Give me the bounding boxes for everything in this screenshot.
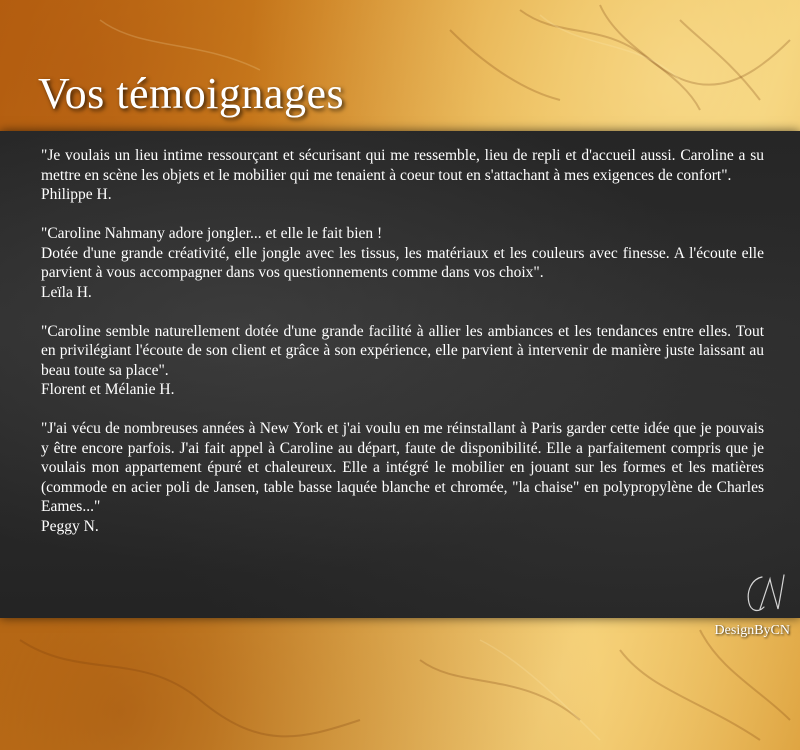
testimonial-author: Florent et Mélanie H.: [41, 381, 175, 398]
testimonial-item: [41, 419, 764, 536]
testimonial-quote: "Je voulais un lieu intime ressourçant et sécurisant qui me ressemble, lieu de repli et d'accueil aussi. Caroline a su mettre en scène les objets et le mobilier qui me tenaient à coeur tout en s'attachant à mes exigences de confort".: [41, 147, 764, 184]
page-header: [0, 0, 800, 130]
testimonial-author: Philippe H.: [41, 186, 112, 203]
testimonial-item: [41, 224, 764, 302]
testimonial-quote-line: Dotée d'une grande créativité, elle jongle avec les tissus, les matériaux et les couleurs avec finesse. A l'écoute elle parvient à vous accompagner dans vos questionnements comme dans vos choix".: [41, 244, 764, 281]
brand-signature: DesignByCN: [714, 623, 790, 638]
testimonial-author: Leïla H.: [41, 283, 92, 301]
page-title: Vos témoignages: [38, 69, 345, 118]
cn-monogram-icon: [742, 569, 788, 617]
testimonial-item: [41, 322, 764, 400]
testimonial-quote: "J'ai vécu de nombreuses années à New York et j'ai voulu en me réinstallant à Paris garder cette idée que je pouvais y être encore parfois. J'ai fait appel à Caroline au départ, faute de disponibilité. Elle a parfaitement compris que je voulais mon appartement épuré et chaleureux. Elle a intégré le mobilier en jouant sur les formes et les matières (commode en acier poli de Jansen, table basse laquée blanche et chromée, "la chaise" en polypropylène de Charles Eames...": [41, 420, 764, 515]
testimonials-panel: [0, 131, 800, 618]
testimonials-list: [41, 146, 764, 556]
testimonial-author: Peggy N.: [41, 517, 99, 535]
testimonial-quote-line: "Caroline Nahmany adore jongler... et elle le fait bien !: [41, 225, 383, 242]
testimonial-item: [41, 146, 764, 205]
testimonial-quote: "Caroline semble naturellement dotée d'une grande facilité à allier les ambiances et les tendances entre elles. Tout en privilégiant l'écoute de son client et grâce à son expérience, elle parvient à intervenir de manière juste laissant au beau toute sa place".: [41, 322, 764, 379]
